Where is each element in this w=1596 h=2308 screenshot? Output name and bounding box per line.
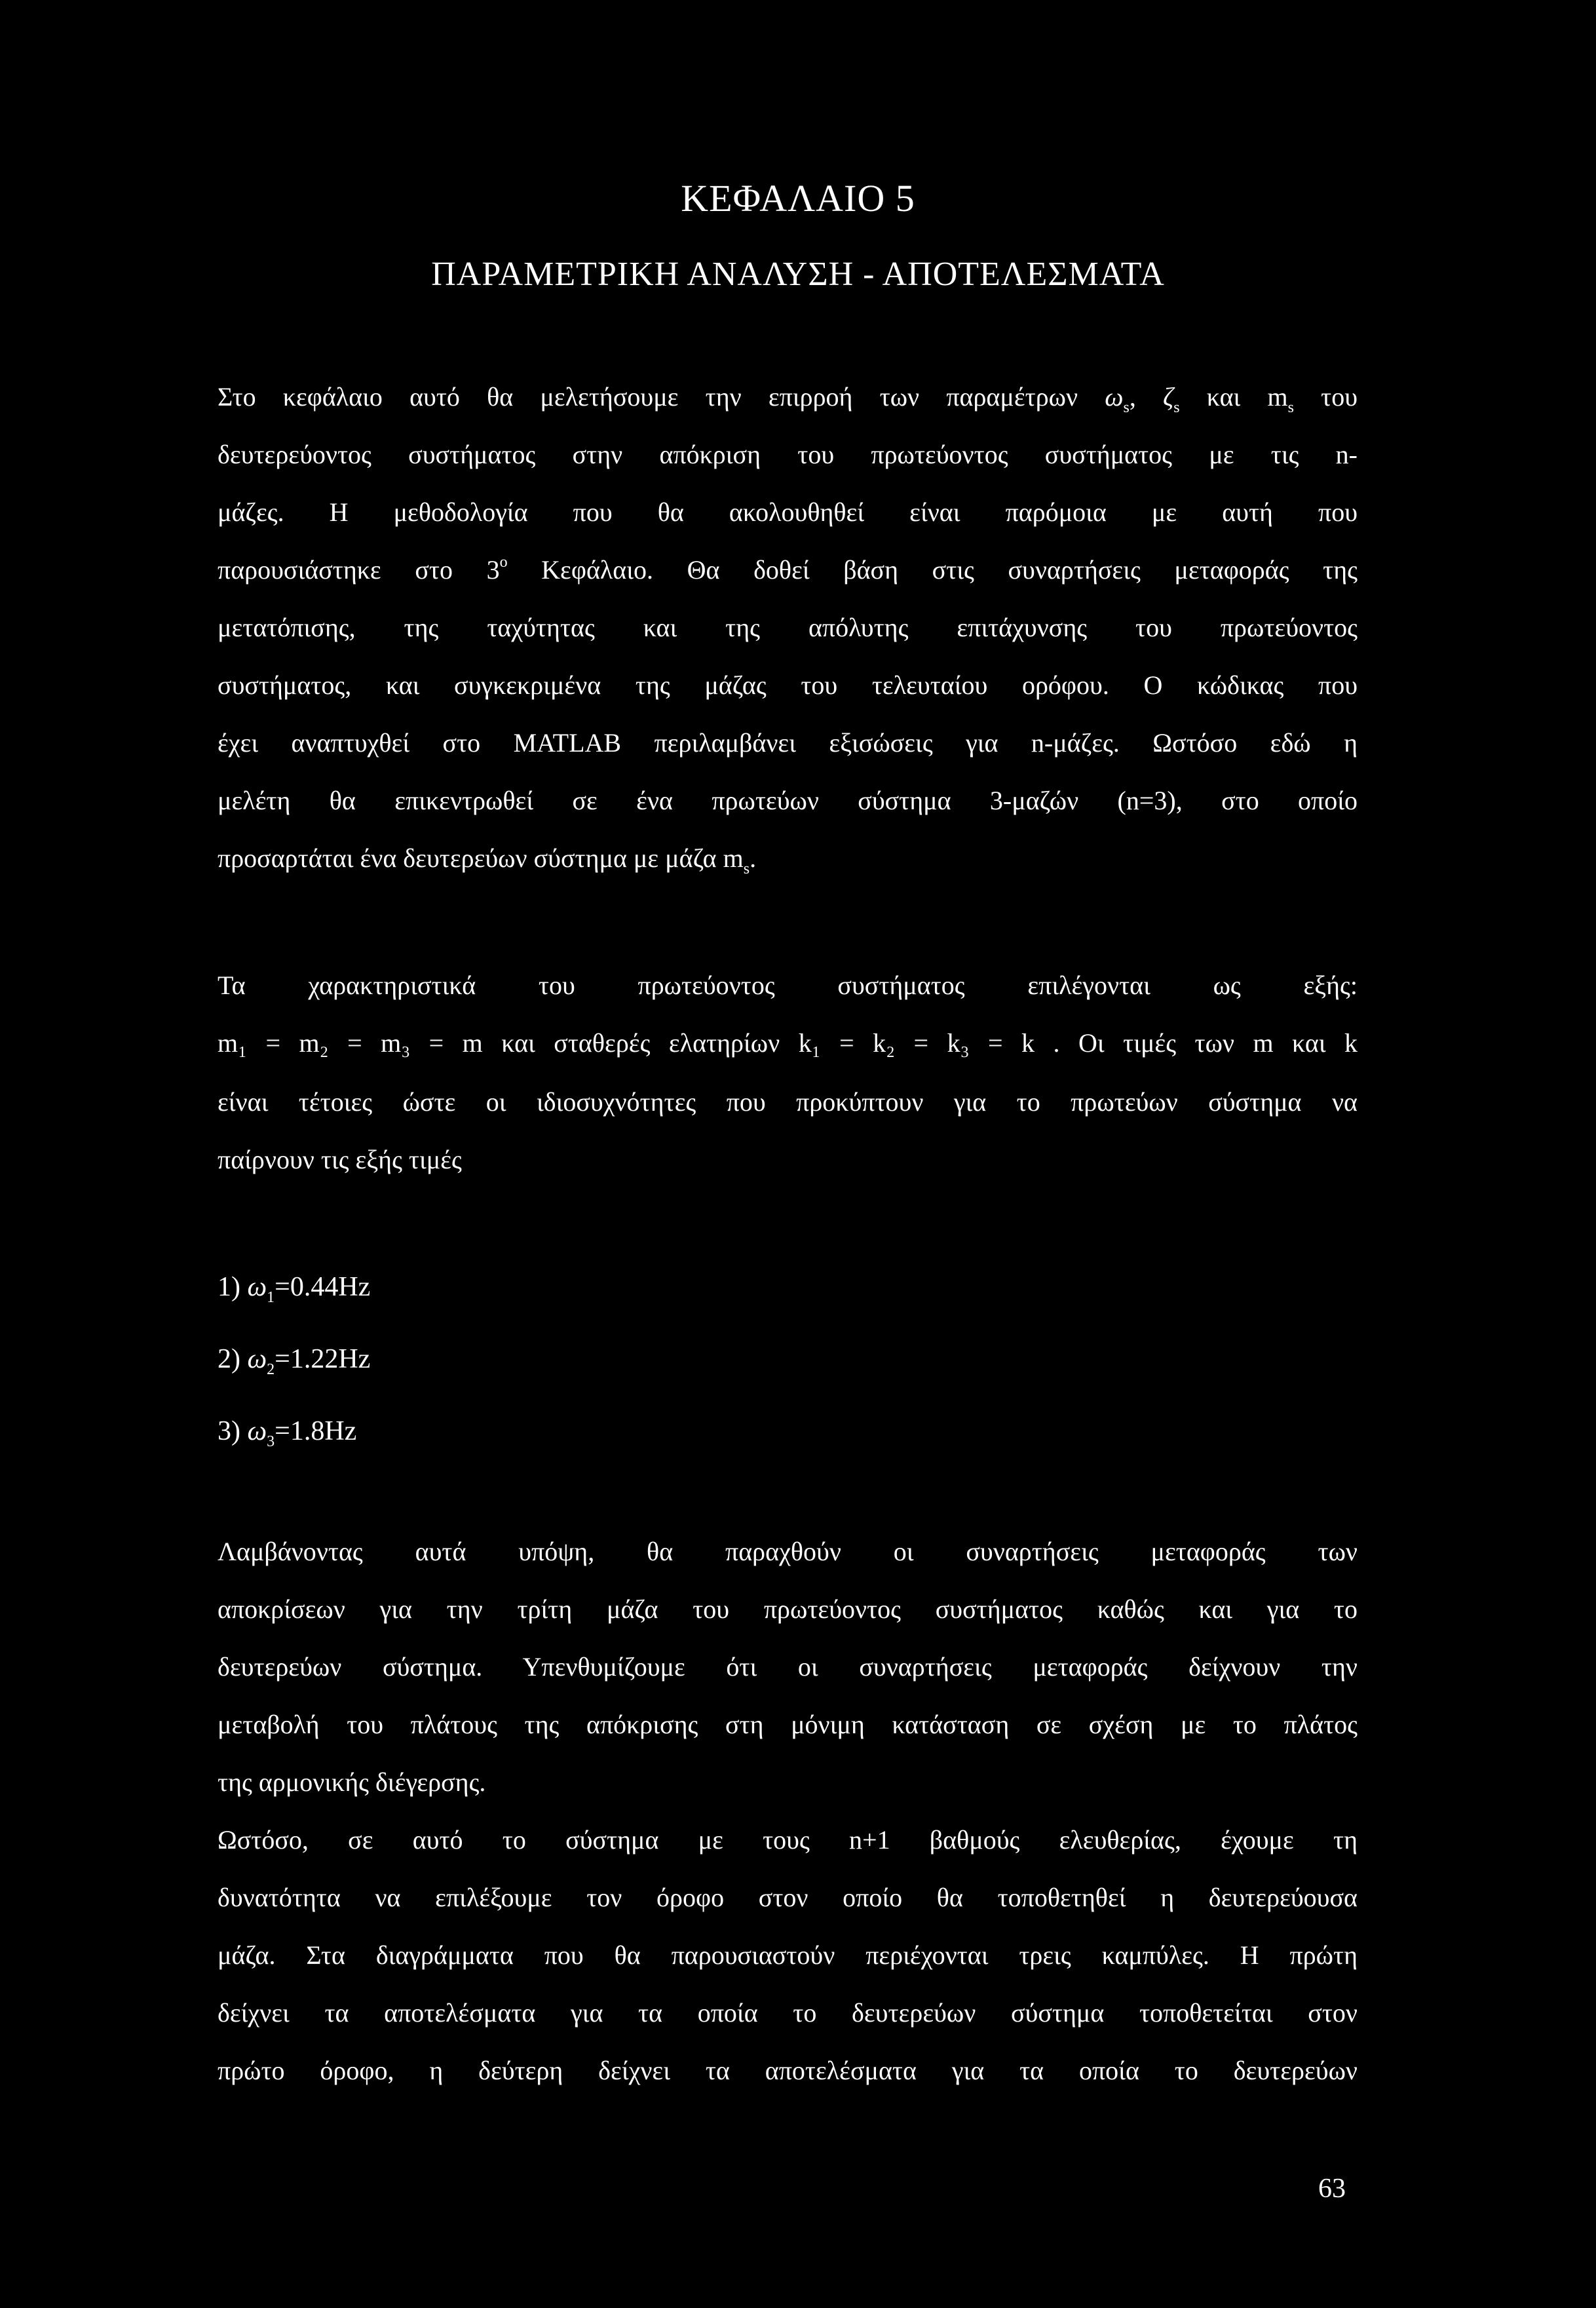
paragraph1-line5: μετατόπισης, της ταχύτητας και της απόλυτης επιτάχυνσης του πρωτεύοντος bbox=[218, 613, 1358, 642]
text: και bbox=[1206, 382, 1241, 412]
paragraph4-line2: δυνατότητα να επιλέξουμε τον όροφο στον οποίο θα τοποθετηθεί η δευτερεύουσα bbox=[218, 1883, 1358, 1912]
text: παρουσιάστηκε στο 3 bbox=[218, 555, 500, 585]
omega-symbol: ω bbox=[247, 1344, 267, 1374]
paragraph1-line7: έχει αναπτυχθεί στο MATLAB περιλαμβάνει εξισώσεις για n-μάζες. Ωστόσο εδώ η bbox=[218, 728, 1358, 758]
omega-symbol: ω bbox=[247, 1416, 267, 1446]
paragraph2-line1: Τα χαρακτηριστικά του πρωτεύοντος συστήματος επιλέγονται ως εξής: bbox=[218, 971, 1358, 1000]
text: . bbox=[750, 843, 757, 873]
chapter-subtitle: ΠΑΡΑΜΕΤΡΙΚΗ ΑΝΑΛΥΣΗ - ΑΠΟΤΕΛΕΣΜΑΤΑ bbox=[431, 256, 1165, 293]
paragraph4-line3: μάζα. Στα διαγράμματα που θα παρουσιαστούν περιέχονται τρεις καμπύλες. Η πρώτη bbox=[218, 1940, 1358, 1970]
frequency-value: =1.8Hz bbox=[275, 1416, 357, 1446]
paragraph4-line1: Ωστόσο, σε αυτό το σύστημα με τους n+1 βαθμούς ελευθερίας, έχουμε τη bbox=[218, 1825, 1358, 1855]
subscript: 2 bbox=[267, 1361, 275, 1378]
text: Στο κεφάλαιο αυτό θα μελετήσουμε την επιρροή των παραμέτρων bbox=[218, 382, 1078, 412]
text: . Οι τιμές των m και k bbox=[1053, 1028, 1358, 1058]
paragraph1-line1 bbox=[218, 379, 1358, 415]
paragraph3-line4: μεταβολή του πλάτους της απόκρισης στη μόνιμη κατάσταση σε σχέση με το πλάτος bbox=[218, 1710, 1358, 1739]
frequency-item-1 bbox=[218, 1269, 370, 1305]
mass-symbol: m bbox=[1267, 382, 1288, 412]
zeta-symbol: ζ bbox=[1163, 382, 1174, 412]
paragraph1-line3: μάζες. Η μεθοδολογία που θα ακολουθηθεί είναι παρόμοια με αυτή που bbox=[218, 497, 1358, 527]
text: του bbox=[1321, 382, 1358, 412]
subscript: s bbox=[743, 860, 750, 877]
masses-equation: m₁ = m₂ = m₃ = m bbox=[218, 1028, 483, 1058]
paragraph4-line4: δείχνει τα αποτελέσματα για τα οποία το δευτερεύων σύστημα τοποθετείται στον bbox=[218, 1998, 1358, 2028]
comma: , bbox=[1129, 382, 1136, 412]
paragraph2-line4: παίρνουν τις εξής τιμές bbox=[218, 1145, 462, 1174]
text: προσαρτάται ένα δευτερεύων σύστημα με μάζα m bbox=[218, 843, 744, 873]
paragraph1-line9 bbox=[218, 840, 1358, 877]
omega-symbol: ω bbox=[247, 1272, 267, 1302]
paragraph1-line8: μελέτη θα επικεντρωθεί σε ένα πρωτεύων σύστημα 3-μαζών (n=3), στο οποίο bbox=[218, 786, 1358, 815]
subscript: 3 bbox=[267, 1433, 275, 1450]
paragraph3-line3: δευτερεύων σύστημα. Υπενθυμίζουμε ότι οι συναρτήσεις μεταφοράς δείχνουν την bbox=[218, 1652, 1358, 1682]
omega-symbol: ω bbox=[1105, 382, 1124, 412]
text: και σταθερές ελατηρίων bbox=[501, 1028, 780, 1058]
frequency-item-2 bbox=[218, 1341, 370, 1377]
paragraph1-line6: συστήματος, και συγκεκριμένα της μάζας του τελευταίου ορόφου. Ο κώδικας που bbox=[218, 670, 1358, 700]
chapter-title: ΚΕΦΑΛΑΙΟ 5 bbox=[681, 177, 915, 220]
page-number: 63 bbox=[1318, 2174, 1346, 2204]
frequency-value: =0.44Hz bbox=[275, 1272, 371, 1302]
text: Κεφάλαιο. Θα δοθεί βάση στις συναρτήσεις μεταφοράς της bbox=[507, 555, 1358, 585]
frequency-item-3 bbox=[218, 1413, 356, 1450]
paragraph3-line1: Λαμβάνοντας αυτά υπόψη, θα παραχθούν οι συναρτήσεις μεταφοράς των bbox=[218, 1537, 1358, 1566]
item-number: 3) bbox=[218, 1416, 240, 1446]
paragraph2-line3: είναι τέτοιες ώστε οι ιδιοσυχνότητες που προκύπτουν για το πρωτεύων σύστημα να bbox=[218, 1087, 1358, 1117]
paragraph4-line5: πρώτο όροφο, η δεύτερη δείχνει τα αποτελέσματα για τα οποία το δευτερεύων bbox=[218, 2056, 1358, 2085]
paragraph1-line4 bbox=[218, 552, 1358, 588]
paragraph2-line2 bbox=[218, 1025, 1358, 1062]
subscript: s bbox=[1287, 399, 1294, 416]
frequency-value: =1.22Hz bbox=[275, 1344, 371, 1374]
paragraph3-line2: αποκρίσεων για την τρίτη μάζα του πρωτεύοντος συστήματος καθώς και για το bbox=[218, 1594, 1358, 1624]
subscript: 1 bbox=[267, 1289, 275, 1306]
item-number: 2) bbox=[218, 1344, 240, 1374]
springs-equation: k₁ = k₂ = k₃ = k bbox=[798, 1028, 1035, 1058]
subscript: s bbox=[1173, 399, 1180, 416]
paragraph1-line2: δευτερεύοντος συστήματος στην απόκριση του πρωτεύοντος συστήματος με τις n- bbox=[218, 440, 1358, 469]
paragraph3-line5: της αρμονικής διέγερσης. bbox=[218, 1767, 486, 1797]
superscript: ο bbox=[499, 554, 508, 571]
item-number: 1) bbox=[218, 1272, 240, 1302]
subscript: s bbox=[1123, 399, 1130, 416]
